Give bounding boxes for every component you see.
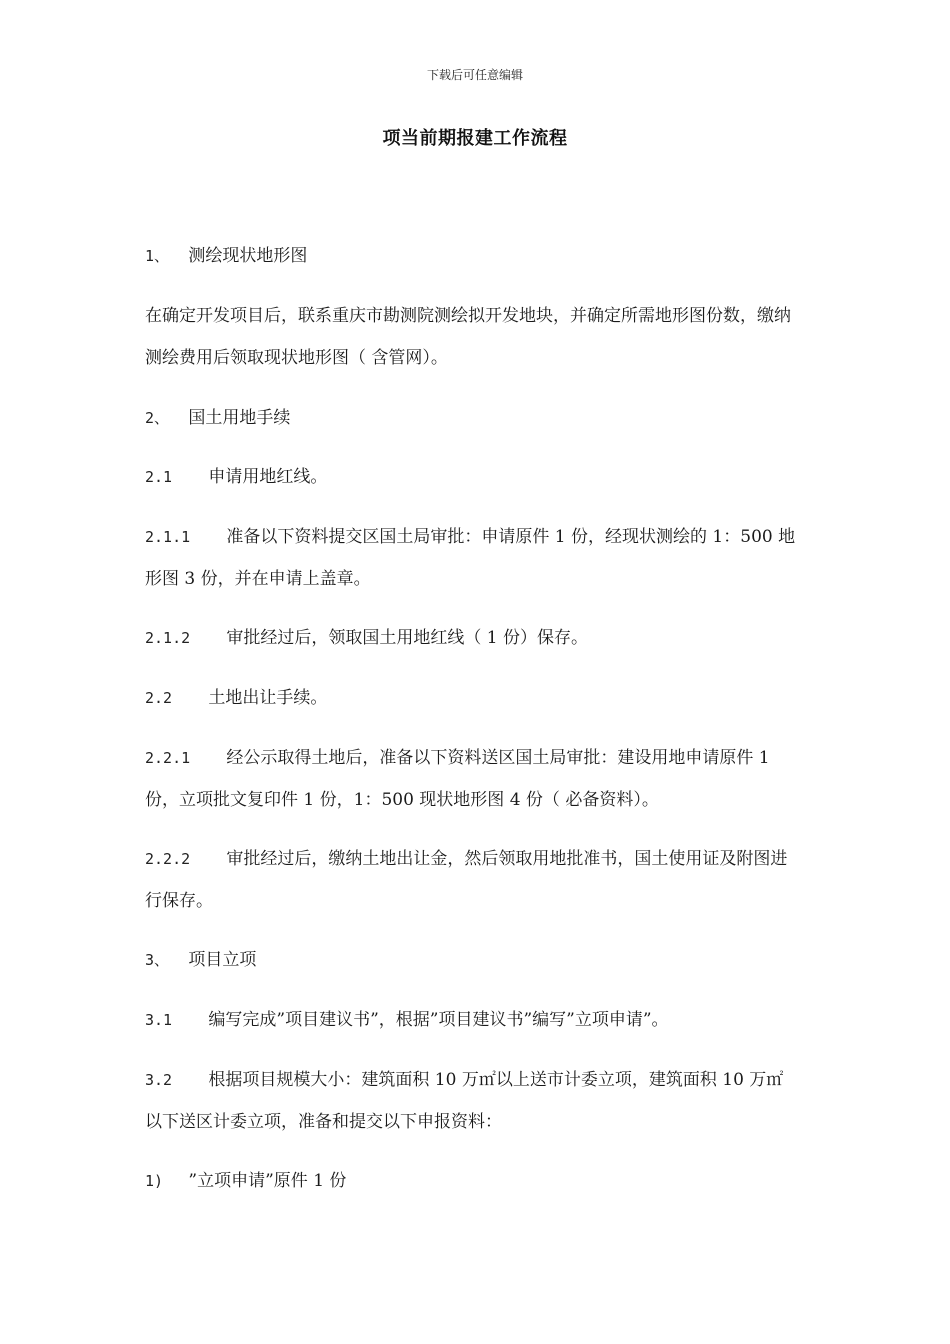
paragraph-text: 编写完成”项目建议书”，根据”项目建议书”编写”立项申请”。 — [208, 1010, 669, 1030]
section-heading — [145, 235, 800, 277]
paragraph-text: 审批经过后，缴纳土地出让金，然后领取用地批准书，国土使用证及附图进行保存。 — [145, 849, 788, 911]
section-text: 项目立项 — [188, 950, 257, 970]
paragraph-text: 审批经过后，领取国土用地红线（ 1 份）保存。 — [226, 628, 589, 648]
section-heading — [145, 397, 800, 439]
subsection-heading — [145, 677, 800, 719]
section-number: 2、 — [145, 409, 170, 427]
body-paragraph — [145, 617, 800, 659]
body-paragraph — [145, 737, 800, 821]
paragraph-text: 经公示取得土地后，准备以下资料送区国土局审批：建设用地申请原件 1 份，立项批文复印件 1 份，1：500 现状地形图 4 份（ 必备资料）。 — [145, 748, 770, 810]
section-number: 3、 — [145, 951, 170, 969]
body-paragraph — [145, 838, 800, 922]
section-number: 2.1 — [145, 468, 173, 486]
section-number: 2.2.2 — [145, 850, 191, 868]
paragraph-text: 根据项目规模大小：建筑面积 10 万㎡以上送市计委立项，建筑面积 10 万㎡以下送区计委立项，准备和提交以下申报资料： — [145, 1070, 784, 1132]
header-note: 下载后可任意编辑 — [426, 68, 523, 82]
body-paragraph — [145, 1059, 800, 1143]
section-number: 3.2 — [145, 1071, 173, 1089]
body-paragraph — [145, 516, 800, 600]
body-paragraph — [145, 295, 800, 379]
section-text: 测绘现状地形图 — [188, 246, 308, 266]
list-item-text: ”立项申请”原件 1 份 — [188, 1171, 347, 1191]
section-number: 2.2.1 — [145, 749, 191, 767]
section-text: 国土用地手续 — [188, 408, 291, 428]
list-item — [145, 1160, 800, 1202]
section-text: 土地出让手续。 — [208, 688, 328, 708]
section-heading — [145, 939, 800, 981]
section-number: 2.1.2 — [145, 629, 191, 647]
body-paragraph — [145, 999, 800, 1041]
document-title: 项当前期报建工作流程 — [382, 128, 568, 149]
section-number: 2.2 — [145, 689, 173, 707]
section-number: 1、 — [145, 247, 170, 265]
list-number: 1) — [145, 1172, 164, 1190]
section-number: 2.1.1 — [145, 528, 191, 546]
section-text: 申请用地红线。 — [208, 467, 328, 487]
paragraph-text: 准备以下资料提交区国土局审批：申请原件 1 份，经现状测绘的 1：500 地形图 3 份，并在申请上盖章。 — [145, 527, 796, 589]
subsection-heading — [145, 456, 800, 498]
section-number: 3.1 — [145, 1011, 173, 1029]
paragraph-text: 在确定开发项目后，联系重庆市勘测院测绘拟开发地块，并确定所需地形图份数，缴纳测绘费用后领取现状地形图（ 含管网）。 — [145, 306, 791, 368]
